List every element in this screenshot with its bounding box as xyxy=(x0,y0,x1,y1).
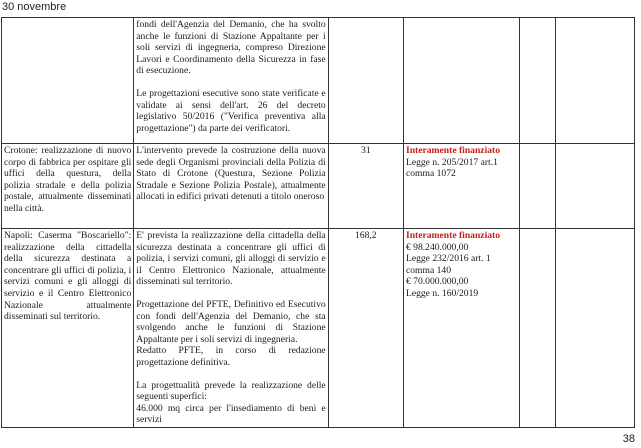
funding-cell xyxy=(403,229,519,428)
description-paragraph: fondi dell'Agenzia del Demanio, che ha svolto anche le funzioni di Stazione Appaltante per i soli servizi di ingegneria, compreso Direzione Lavori e Coordinamento della Sicurezza in fase di esecuzione. xyxy=(136,19,326,77)
description-paragraph: E' prevista la realizzazione della cittadella della sicurezza destinata a concentrare gli uffici di polizia, i servizi comuni, gli alloggi di servizio e il Centro Elettronico Nazionale, attualmente disseminati sul territorio. xyxy=(136,230,326,288)
empty-cell xyxy=(519,229,555,428)
funding-cell xyxy=(403,144,519,229)
empty-cell xyxy=(519,18,555,144)
amount-cell: 31 xyxy=(328,144,403,229)
empty-cell xyxy=(555,18,634,144)
description-paragraph: La progettualità prevede la realizzazione delle seguenti superfici: xyxy=(136,379,326,403)
funding-detail: Legge n. 205/2017 art.1 comma 1072 xyxy=(405,156,498,180)
description-paragraph: Redatto PFTE, in corso di redazione progettazione definitiva. xyxy=(136,345,326,368)
empty-cell xyxy=(519,144,555,229)
table-row xyxy=(2,144,635,229)
funding-detail: Legge n. 160/2019 xyxy=(405,287,479,299)
projects-table xyxy=(1,17,635,428)
empty-cell xyxy=(555,144,634,229)
page-header-date: 30 novembre xyxy=(2,1,67,13)
project-cell xyxy=(2,18,134,144)
funding-detail: Legge 232/2016 art. 1 comma 140 xyxy=(405,253,491,276)
description-cell xyxy=(134,229,328,428)
funding-status: Interamente finanziato xyxy=(405,230,501,241)
amount-cell: 168,2 xyxy=(328,229,403,428)
project-cell: Crotone: realizzazione di nuovo corpo di fabbrica per ospitare gli uffici della questura, della polizia stradale e della polizia postale, attualmente disseminati nella città. xyxy=(2,144,134,229)
description-paragraph: L'intervento prevede la costruzione della nuova sede degli Organismi provinciali della Polizia di Stato di Crotone (Questura, Sezione Polizia Stradale e Sezione Polizia Postale), attualmente allocati in edifici privati detenuti a titolo oneroso xyxy=(136,145,326,203)
page-number: 38 xyxy=(622,433,635,445)
amount-cell xyxy=(328,18,403,144)
funding-detail: € 98.240.000,00 xyxy=(405,241,469,253)
project-cell: Napoli: Caserma "Boscariello": realizzazione della cittadella della sicurezza destinata a concentrare gli uffici di polizia, i servizi comuni e gli alloggi di servizio e il Centro Elettronico Nazionale attualmente disseminati sul territorio. xyxy=(2,229,134,428)
description-cell xyxy=(134,144,328,229)
description-paragraph: Le progettazioni esecutive sono state verificate e validate ai sensi dell'art. 26 del decreto legislativo 50/2016 ("Verifica preventiva alla progettazione") da parte dei verificatori. xyxy=(136,87,326,134)
description-paragraph: 46.000 mq circa per l'insediamento di beni e servizi xyxy=(136,402,326,426)
funding-cell xyxy=(403,18,519,144)
funding-status: Interamente finanziato xyxy=(405,145,501,156)
funding-detail: € 70.000.000,00 xyxy=(405,276,469,288)
table-row xyxy=(2,229,635,428)
description-paragraph: Progettazione del PFTE, Definitivo ed Esecutivo con fondi dell'Agenzia del Demanio, che sta svolgendo anche le funzioni di Stazione Appaltante per i soli servizi di ingegneria. xyxy=(136,298,326,345)
description-cell xyxy=(134,18,328,144)
empty-cell xyxy=(555,229,634,428)
table-row xyxy=(2,18,635,144)
